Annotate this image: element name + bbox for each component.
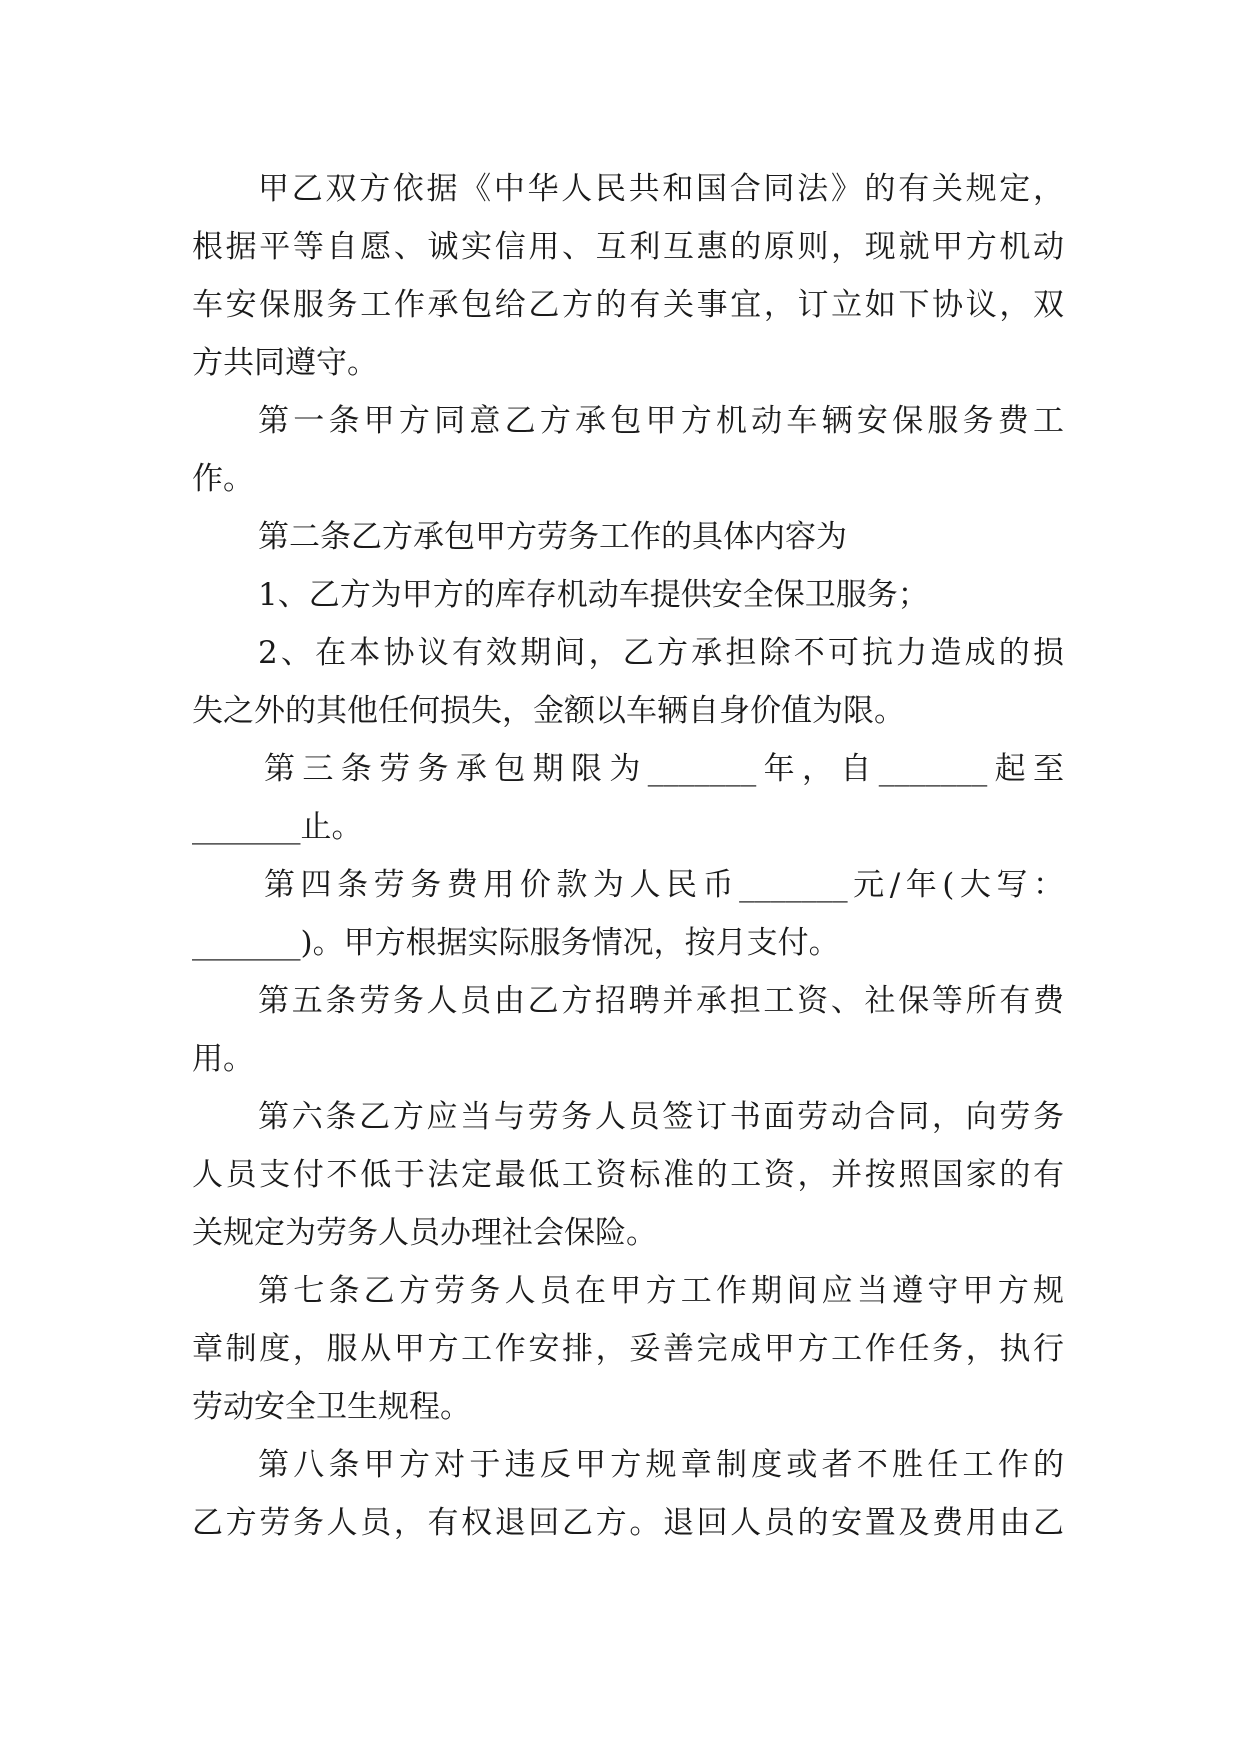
list-item: 2、在本协议有效期间，乙方承担除不可抗力造成的损 — [258, 635, 1064, 671]
paragraph-line: 根据平等自愿、诚实信用、互利互惠的原则，现就甲方机动 — [192, 229, 1064, 265]
clause-line: 第五条劳务人员由乙方招聘并承担工资、社保等所有费 — [258, 983, 1064, 1019]
clause-line: 作。 — [192, 461, 254, 497]
list-item: 1、乙方为甲方的库存机动车提供安全保卫服务； — [258, 577, 929, 613]
clause-line: 第二条乙方承包甲方劳务工作的具体内容为 — [258, 519, 847, 555]
paragraph-line: 甲乙双方依据《中华人民共和国合同法》的有关规定， — [258, 171, 1064, 207]
document-body — [192, 160, 1064, 1552]
clause-line: 乙方劳务人员，有权退回乙方。退回人员的安置及费用由乙 — [192, 1505, 1064, 1541]
list-item: 失之外的其他任何损失，金额以车辆自身价值为限。 — [192, 693, 905, 729]
paragraph-line: 方共同遵守。 — [192, 345, 378, 381]
paragraph-line: 车安保服务工作承包给乙方的有关事宜，订立如下协议，双 — [192, 287, 1064, 323]
clause-line: 关规定为劳务人员办理社会保险。 — [192, 1215, 657, 1251]
clause-line: _______止。 — [192, 809, 363, 845]
clause-line: 第一条甲方同意乙方承包甲方机动车辆安保服务费工 — [258, 403, 1064, 439]
clause-line: 第六条乙方应当与劳务人员签订书面劳动合同，向劳务 — [258, 1099, 1064, 1135]
clause-line: 人员支付不低于法定最低工资标准的工资，并按照国家的有 — [192, 1157, 1064, 1193]
clause-line: 用。 — [192, 1041, 254, 1077]
clause-line: 第七条乙方劳务人员在甲方工作期间应当遵守甲方规 — [258, 1273, 1064, 1309]
clause-line: 第四条劳务费用价款为人民币_______元/年(大写： — [264, 867, 1064, 903]
clause-line: 章制度，服从甲方工作安排，妥善完成甲方工作任务，执行 — [192, 1331, 1064, 1367]
clause-line: 第八条甲方对于违反甲方规章制度或者不胜任工作的 — [258, 1447, 1064, 1483]
clause-line: _______)。甲方根据实际服务情况，按月支付。 — [192, 925, 840, 961]
clause-line: 劳动安全卫生规程。 — [192, 1389, 471, 1425]
clause-line: 第三条劳务承包期限为_______年，自_______起至 — [264, 751, 1064, 787]
